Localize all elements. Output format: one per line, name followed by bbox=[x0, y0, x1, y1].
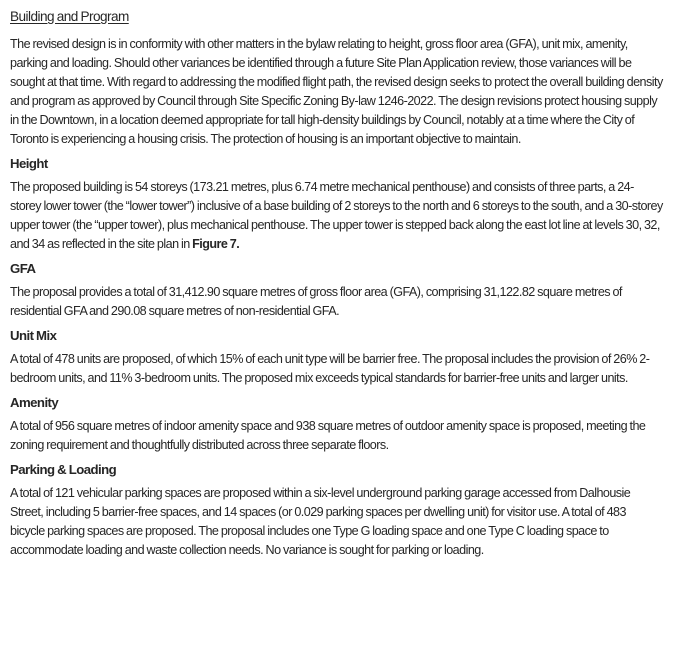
section-heading-height: Height bbox=[10, 156, 48, 171]
section-heading-amenity: Amenity bbox=[10, 395, 59, 410]
section-heading-unit-mix: Unit Mix bbox=[10, 328, 57, 343]
unit-mix-paragraph: A total of 478 units are proposed, of which 15% of each unit type will be barrier free. The proposal includes the provision of 26% 2-bedroom units, and 11% 3-bedroom units. The proposed mix exceeds typical standards for barrier-free units and larger units. bbox=[10, 352, 650, 385]
section-height bbox=[10, 154, 663, 254]
figure-7-reference: Figure 7. bbox=[192, 237, 240, 251]
section-heading-gfa: GFA bbox=[10, 261, 36, 276]
section-heading-parking-loading: Parking & Loading bbox=[10, 462, 117, 477]
height-paragraph bbox=[10, 178, 663, 254]
amenity-paragraph: A total of 956 square metres of indoor amenity space and 938 square metres of outdoor amenity space is proposed, meeting the zoning requirement and thoughtfully distributed across three separate floors. bbox=[10, 419, 646, 452]
document-title: Building and Program bbox=[10, 9, 129, 24]
document-page bbox=[10, 7, 663, 560]
height-paragraph-text: The proposed building is 54 storeys (173.21 metres, plus 6.74 metre mechanical penthouse) and consists of three parts, a 24-storey lower tower (the “lower tower”) inclusive of a base building of 2 storeys to the north and 6 storeys to the south, and a 30-storey upper tower (the “upper tower), plus mechanical penthouse. The upper tower is stepped back along the east lot line at levels 30, 32, and 34 as reflected in the site plan in bbox=[10, 180, 663, 251]
section-unit-mix bbox=[10, 326, 663, 388]
section-amenity bbox=[10, 393, 663, 455]
section-gfa bbox=[10, 259, 663, 321]
section-parking-loading bbox=[10, 460, 663, 560]
gfa-paragraph: The proposal provides a total of 31,412.90 square metres of gross floor area (GFA), comprising 31,122.82 square metres of residential GFA and 290.08 square metres of non-residential GFA. bbox=[10, 285, 622, 318]
parking-loading-paragraph: A total of 121 vehicular parking spaces are proposed within a six-level underground parking garage accessed from Dalhousie Street, including 5 barrier-free spaces, and 14 spaces (or 0.029 parking spaces per dwelling unit) for visitor use. A total of 483 bicycle parking spaces are proposed. The proposal includes one Type G loading space and one Type C loading space to accommodate loading and waste collection needs. No variance is sought for parking or loading. bbox=[10, 486, 631, 557]
intro-paragraph: The revised design is in conformity with other matters in the bylaw relating to height, gross floor area (GFA), unit mix, amenity, parking and loading. Should other variances be identified through a future Site Plan Application review, those variances will be sought at that time. With regard to addressing the modified flight path, the revised design seeks to protect the overall building density and program as approved by Council through Site Specific Zoning By-law 1246-2022. The design revisions protect housing supply in the Downtown, in a location deemed appropriate for tall high-density buildings by Council, notably at a time where the City of Toronto is experiencing a housing crisis. The protection of housing is an important objective to maintain. bbox=[10, 37, 663, 146]
